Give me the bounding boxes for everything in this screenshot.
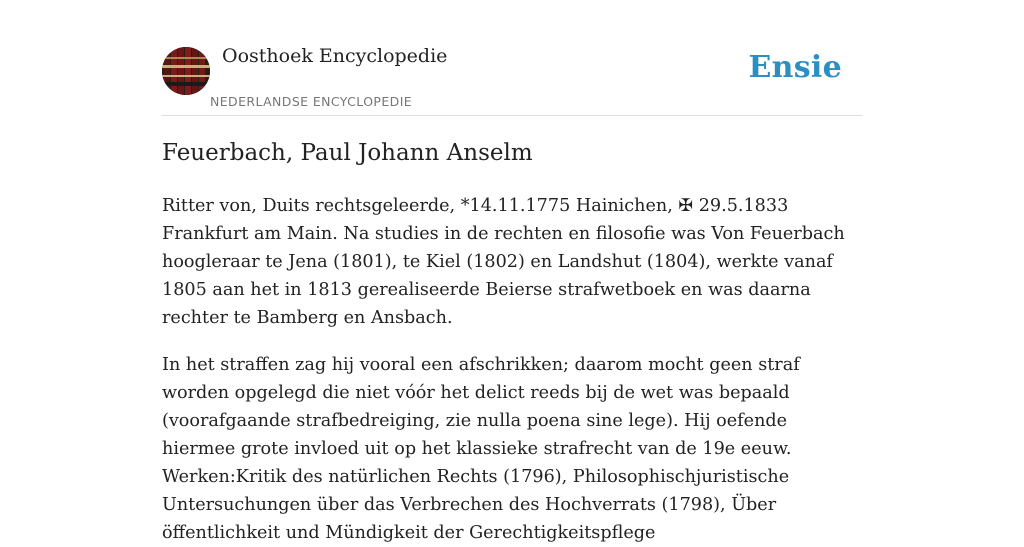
article-title: Feuerbach, Paul Johann Anselm <box>162 140 533 166</box>
source-name[interactable]: Oosthoek Encyclopedie <box>222 45 448 67</box>
source-avatar-icon[interactable] <box>162 47 210 95</box>
ensie-logo[interactable]: Ensie <box>748 50 842 85</box>
source-subtitle[interactable]: NEDERLANDSE ENCYCLOPEDIE <box>210 94 413 109</box>
article-paragraph-2: In het straffen zag hij vooral een afschrikken; daarom mocht geen straf worden opgelegd die niet vóór het delict reeds bij de wet was bepaald (voorafgaande strafbedreiging, zie nulla poena sine lege). Hij oefende hiermee grote invloed uit op het klassieke strafrecht van de 19e eeuw. Werken:Kritik des natürlichen Rechts (1796), Philosophischjuristische Untersuchungen über das Verbrechen des Hochverrats (1798), Über öffentlichkeit und Mündigkeit der Gerechtigkeitspflege <box>162 355 800 543</box>
article-paragraph-1: Ritter von, Duits rechtsgeleerde, *14.11.1775 Hainichen, ✠ 29.5.1833 Frankfurt am Main. Na studies in de rechten en filosofie was Von Feuerbach hoogleraar te Jena (1801), te Kiel (1802) en Landshut (1804), werkte vanaf 1805 aan het in 1813 gerealiseerde Beierse strafwetboek en was daarna rechter te Bamberg en Ansbach. <box>162 196 845 328</box>
header <box>162 0 862 116</box>
page-container <box>162 0 862 543</box>
